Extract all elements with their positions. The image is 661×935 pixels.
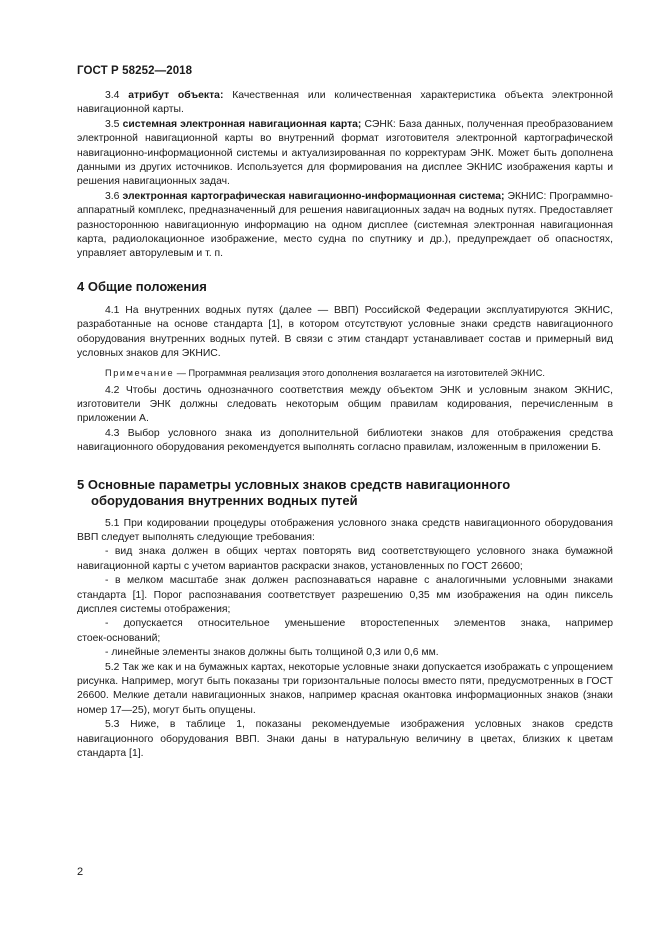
section-5-heading [77,477,613,509]
clause-5-3: 5.3 Ниже, в таблице 1, показаны рекомендуемые изображения условных знаков средств навигационного оборудования ВВП. Знаки даны в натуральную величину в цветах, близких к цветам стандарта [1]. [77,719,613,760]
clause-3-6 [77,190,613,262]
clause-4-3: 4.3 Выбор условного знака из дополнительной библиотеки знаков для отображения средства навигационного оборудования рекомендуется выполнять согласно правилам, изложенным в приложении Б. [77,427,613,454]
term: электронная картографическая навигационно-информационная система; [122,190,505,202]
definition: ЭКНИС: Программно-аппаратный комплекс, предназначенный для решения навигационных задач на водных путях. Предоставляет разностороннюю навигационную информацию на одном дисплее (системная электронная навигационная карта, радиолокационное изображение, место судна по спутнику и др.), предупреждает об опасностях, управляет авторулевым и т. п. [77,190,614,260]
heading-line: 5 Основные параметры условных знаков средств навигационного [77,476,511,492]
heading-line: оборудования внутренних водных путей [91,492,358,508]
note-label: Примечание [105,367,175,378]
clause-5-2: 5.2 Так же как и на бумажных картах, некоторые условные знаки допускается изображать с упрощением рисунка. Например, могут быть показаны три горизонтальные полосы вместо пяти, предусмотренных в ГОСТ 26600. Мелкие детали навигационных знаков, например красная окантовка информационных знаков (знаки номер 17—25), могут быть опущены. [77,661,613,716]
definition: Качественная или количественная характеристика объекта электронной навигационной карты. [77,90,614,116]
list-item: - в мелком масштабе знак должен распознаваться наравне с аналогичными условными знаками стандарта [1]. Порог распознавания соответствует разрешению 0,35 мм изображения на один пиксель дисплея системы отображения; [77,575,613,615]
clause-number: 3.4 [105,90,120,101]
list-item: - допускается относительное уменьшение второстепенных элементов знака, например [105,618,613,630]
document-header: ГОСТ Р 58252—2018 [77,65,193,77]
term: атрибут объекта: [128,90,224,101]
list-item: - линейные элементы знаков должны быть толщиной 0,3 или 0,6 мм. [105,647,439,659]
clause-number: 3.5 [105,118,120,130]
clause-4-1: 4.1 На внутренних водных путях (далее — ВВП) Российской Федерации эксплуатируются ЭКНИС, разработанные на основе стандарта [1], в котором отсутствуют условные знаки средств навигационного оборудования внутренних водных путей. В связи с этим стандарт устанавливает состав и примерный вид условных знаков для ЭКНИС. [77,304,613,360]
list-item-continuation: стоек-оснований; [77,632,161,644]
section-4-heading: 4 Общие положения [77,278,207,294]
term: системная электронная навигационная карта; [122,118,362,130]
clause-5-1: 5.1 При кодировании процедуры отображения условного знака средств навигационного оборудования ВВП следует выполнять следующие требования: [77,517,613,543]
definition: СЭНК: База данных, полученная преобразованием электронной навигационной карты во внутренний формат изготовителя электронной картографической навигационно-информационной системы и актуализированная по корректурам ЭНК. Может быть дополнена данными из других источников. Используется для формирования на дисплее ЭКНИС изображения карты и решения навигационных задач. [77,118,614,188]
clause-3-5 [77,118,613,190]
clause-4-2: 4.2 Чтобы достичь однозначного соответствия между объектом ЭНК и условным знаком ЭКНИС, изготовители ЭНК должны следовать некоторым общим правилам кодирования, перечисленным в приложении А. [77,384,613,425]
page-number: 2 [77,866,84,878]
note-text: — Программная реализация этого дополнения возлагается на изготовителей ЭКНИС. [174,367,545,378]
note [77,366,613,380]
clause-3-4 [77,89,613,118]
list-item: - вид знака должен в общих чертах повторять вид соответствующего условного знака бумажной навигационной карты с учетом вариантов раскраски знаков, установленных по ГОСТ 26600; [77,546,613,572]
clause-number: 3.6 [105,190,120,202]
page-body [77,89,613,761]
